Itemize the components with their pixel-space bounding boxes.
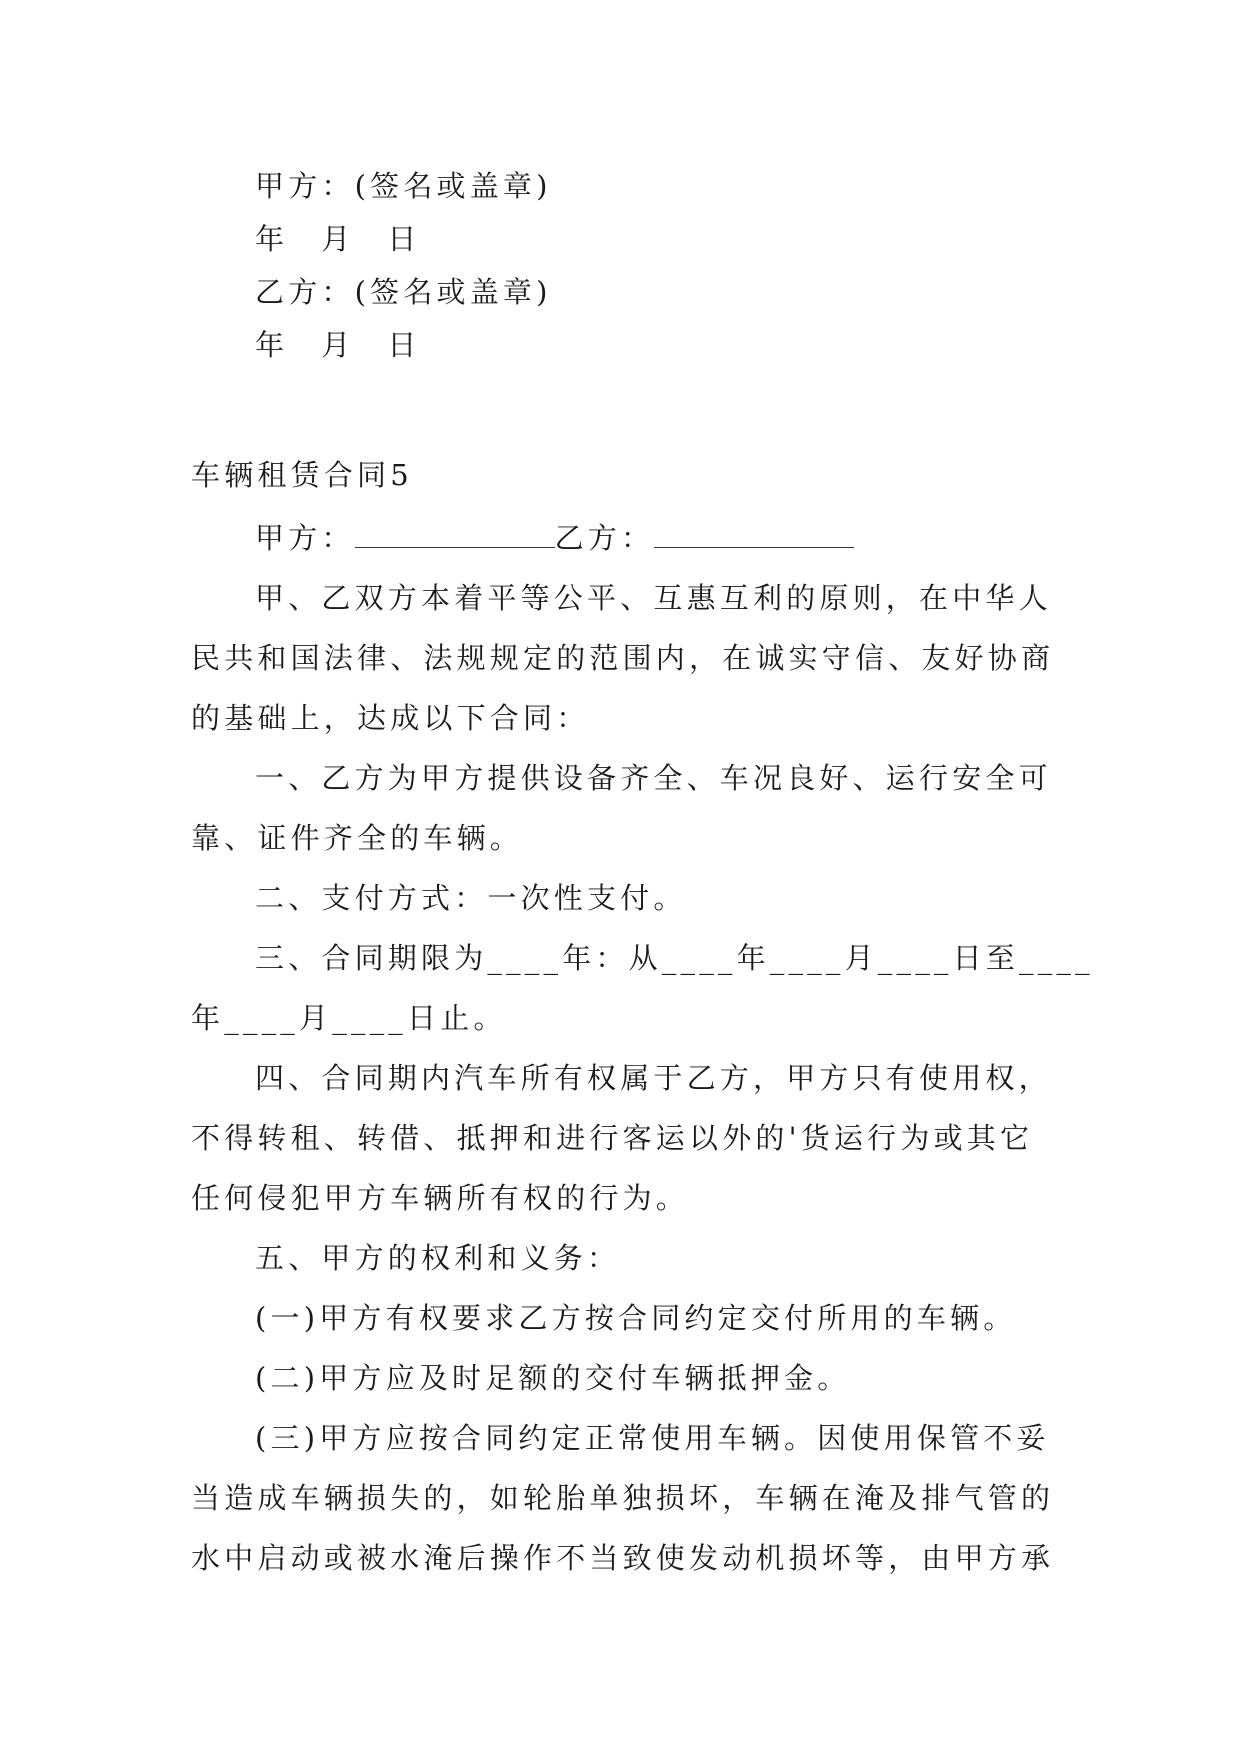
party-a-blank — [355, 519, 555, 548]
party-b-signature-line: 乙方：(签名或盖章) — [255, 275, 552, 309]
party-b-date-line: 年 月 日 — [255, 328, 431, 362]
paragraph-line: 五、甲方的权利和义务： — [255, 1241, 621, 1275]
paragraph-line: 二、支付方式：一次性支付。 — [255, 881, 687, 915]
paragraph-line: 三、合同期限为____年：从____年____月____日至____ — [255, 941, 1094, 975]
party-a-label: 甲方： — [255, 521, 355, 555]
paragraph-line: 当造成车辆损失的，如轮胎单独损坏，车辆在淹及排气管的 — [191, 1481, 1055, 1515]
paragraph-line: (三)甲方应按合同约定正常使用车辆。因使用保管不妥 — [255, 1421, 1050, 1455]
paragraph-line: 水中启动或被水淹后操作不当致使发动机损坏等，由甲方承 — [191, 1541, 1055, 1575]
paragraph-line: 年____月____日止。 — [191, 1001, 507, 1035]
paragraph-line: (二)甲方应及时足额的交付车辆抵押金。 — [255, 1361, 851, 1395]
party-b-blank — [654, 519, 854, 548]
party-a-signature-line: 甲方：(签名或盖章) — [255, 169, 552, 203]
paragraph-line: 民共和国法律、法规规定的范围内，在诚实守信、友好协商 — [191, 641, 1055, 675]
parties-line — [255, 518, 1115, 558]
party-a-date-line: 年 月 日 — [255, 222, 431, 256]
paragraph-line: 不得转租、转借、抵押和进行客运以外的'货运行为或其它 — [191, 1121, 1034, 1155]
paragraph-line: 任何侵犯甲方车辆所有权的行为。 — [191, 1181, 690, 1215]
contract-title: 车辆租赁合同5 — [191, 458, 413, 492]
party-b-label: 乙方： — [554, 521, 655, 555]
paragraph-line: 四、合同期内汽车所有权属于乙方，甲方只有使用权， — [255, 1061, 1052, 1095]
paragraph-line: 的基础上，达成以下合同： — [191, 701, 590, 735]
paragraph-line: 一、乙方为甲方提供设备齐全、车况良好、运行安全可 — [255, 761, 1052, 795]
paragraph-line: 靠、证件齐全的车辆。 — [191, 821, 524, 855]
paragraph-line: (一)甲方有权要求乙方按合同约定交付所用的车辆。 — [255, 1301, 1017, 1335]
paragraph-line: 甲、乙双方本着平等公平、互惠互利的原则，在中华人 — [255, 581, 1052, 615]
